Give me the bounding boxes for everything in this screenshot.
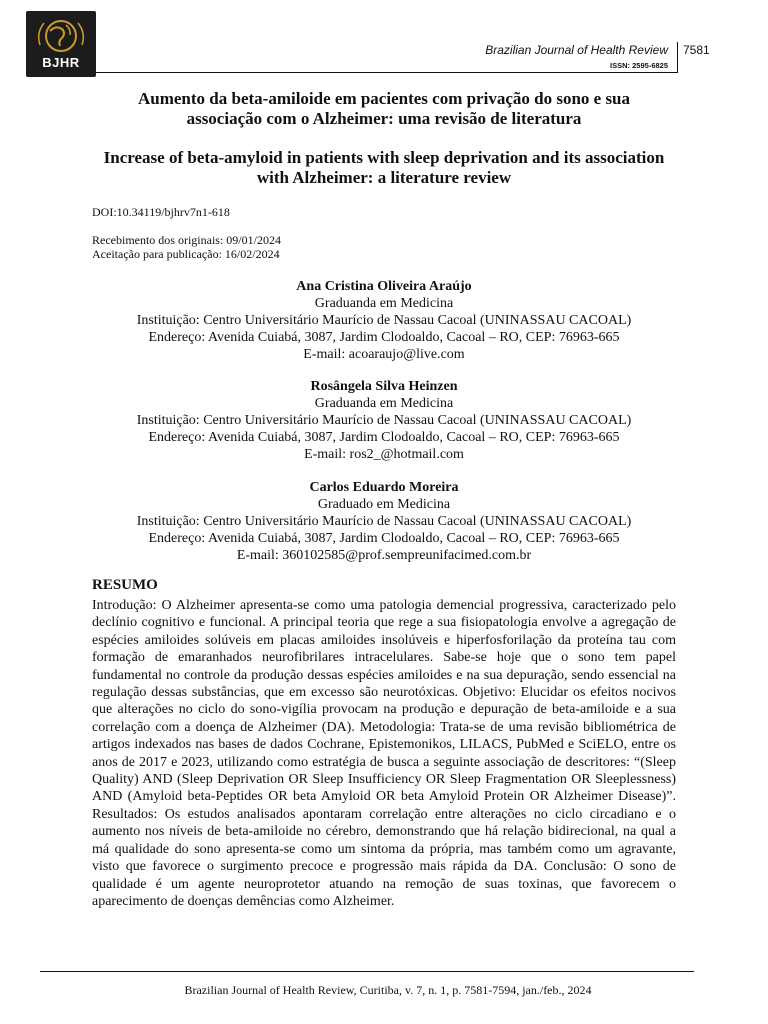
author-1 xyxy=(92,278,676,363)
header-rule xyxy=(96,72,678,73)
footer-citation: Brazilian Journal of Health Review, Curitiba, v. 7, n. 1, p. 7581-7594, jan./feb., 2024 xyxy=(184,983,592,997)
journal-name: Brazilian Journal of Health Review xyxy=(485,43,668,57)
author-institution: Instituição: Centro Universitário Maurício de Nassau Cacoal (UNINASSAU CACOAL) xyxy=(136,313,632,328)
abstract-text: Introdução: O Alzheimer apresenta-se como uma patologia demencial progressiva, caracterizado pelo declínio cognitivo e funcional. A principal teoria que rege a sua fisiopatologia envolve a agregação de espécies amiloides solúveis em placas amiloides insolúveis e hiperfosforilação da proteína tau com formação de emaranhados neurofibrilares intracelulares. Sabe-se hoje que o sono tem papel fundamental no controle da produção dessas espécies amiloides e na sua depuração, sendo essencial na regulação dessas substâncias, que em excesso são neurotóxicas. Objetivo: Elucidar os efeitos nocivos que alterações no ciclo do sono-vigília provocam na produção e depuração de beta-amiloide e a sua correlação com a doença de Alzheimer (DA). Metodologia: Trata-se de uma revisão bibliométrica de artigos indexados nas bases de dados Cochrane, Epistemonikos, LILACS, PubMed e SciELO, entre os anos de 2017 e 2023, utilizando como estratégia de busca a seguinte associação de descritores: “(Sleep Quality) AND (Sleep Deprivation OR Sleep Insufficiency OR Sleep Fragmentation OR Sleeplessness) AND (Amyloid beta-Peptides OR beta Amyloid OR beta Amyloid Protein OR Alzheimer Disease)”. Resultados: Os estudos analisados apontaram correlação entre alterações no ciclo circadiano e o aumento nos níveis de beta-amiloide no cérebro, demonstrando que há relação bidirecional, na qual a má qualidade do sono apresenta-se como um sintoma da própria, mas também como um agravante, visto que favorece o surgimento precoce e progressão mais rápida da DA. Conclusão: O sono de qualidade é um agente neuroprotetor atuando na remoção de suas toxinas, que favorecem o aparecimento de doenças demências como Alzheimer. xyxy=(92,598,676,909)
abstract-heading: RESUMO xyxy=(92,577,158,593)
title-english: Increase of beta-amyloid in patients with sleep deprivation and its association with Alzheimer: a literature review xyxy=(103,148,665,187)
author-address: Endereço: Avenida Cuiabá, 3087, Jardim Clodoaldo, Cacoal – RO, CEP: 76963-665 xyxy=(148,330,620,345)
author-name: Carlos Eduardo Moreira xyxy=(309,480,459,495)
accepted-date: Aceitação para publicação: 16/02/2024 xyxy=(92,247,280,261)
author-institution: Instituição: Centro Universitário Maurício de Nassau Cacoal (UNINASSAU CACOAL) xyxy=(136,413,632,428)
doi: DOI:10.34119/bjhrv7n1-618 xyxy=(92,205,230,219)
journal-logo xyxy=(26,11,96,77)
header-divider xyxy=(677,42,678,72)
author-name: Rosângela Silva Heinzen xyxy=(310,379,458,394)
author-degree: Graduanda em Medicina xyxy=(314,296,454,311)
author-3 xyxy=(92,479,676,564)
author-degree: Graduado em Medicina xyxy=(317,497,451,512)
author-address: Endereço: Avenida Cuiabá, 3087, Jardim Clodoaldo, Cacoal – RO, CEP: 76963-665 xyxy=(148,430,620,445)
logo-text: BJHR xyxy=(42,55,80,70)
author-address: Endereço: Avenida Cuiabá, 3087, Jardim Clodoaldo, Cacoal – RO, CEP: 76963-665 xyxy=(148,531,620,546)
author-name: Ana Cristina Oliveira Araújo xyxy=(296,279,472,294)
footer-rule xyxy=(40,971,694,972)
title-portuguese: Aumento da beta-amiloide em pacientes com privação do sono e sua associação com o Alzheimer: uma revisão de literatura xyxy=(137,89,631,128)
page-number: 7581 xyxy=(683,43,710,57)
issn: ISSN: 2595-6825 xyxy=(610,61,668,70)
author-2 xyxy=(92,378,676,463)
author-degree: Graduanda em Medicina xyxy=(314,396,454,411)
author-email: E-mail: acoaraujo@live.com xyxy=(303,347,465,362)
author-email: E-mail: 360102585@prof.sempreunifacimed.com.br xyxy=(236,548,532,563)
author-email: E-mail: ros2_@hotmail.com xyxy=(304,447,464,462)
author-institution: Instituição: Centro Universitário Maurício de Nassau Cacoal (UNINASSAU CACOAL) xyxy=(136,514,632,529)
received-date: Recebimento dos originais: 09/01/2024 xyxy=(92,233,281,247)
